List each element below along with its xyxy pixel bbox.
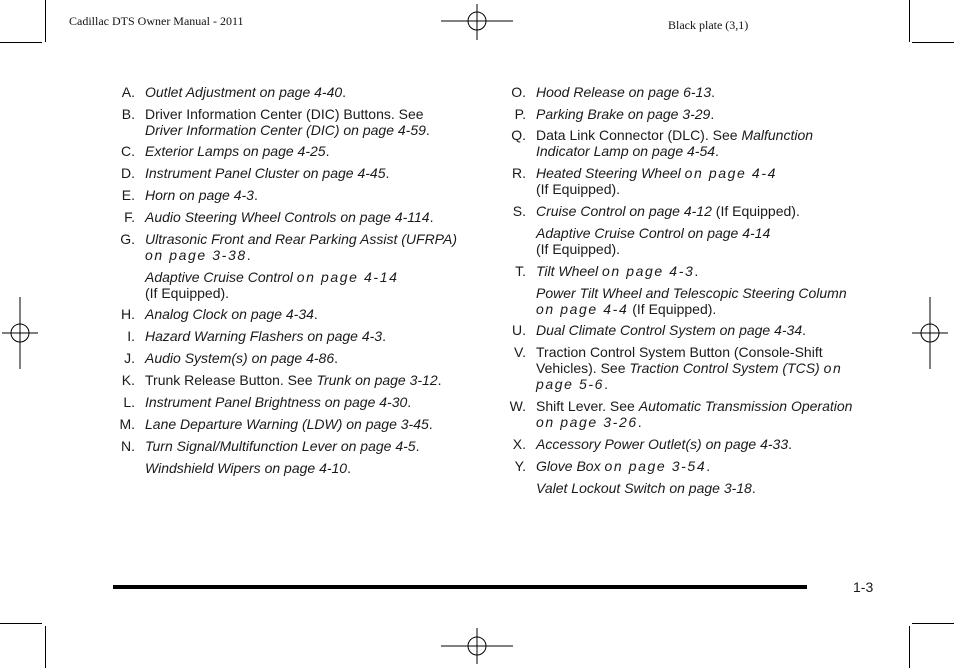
legend-text: Vehicles). See xyxy=(536,360,630,376)
page-reference-text: Windshield Wipers on page 4-10 xyxy=(145,460,348,476)
page-reference-text: Valet Lockout Switch on page 3-18 xyxy=(536,480,752,496)
legend-line xyxy=(536,263,894,279)
legend-line xyxy=(536,225,894,241)
legend-letter: I. xyxy=(127,328,135,344)
legend-entry xyxy=(504,106,894,122)
page-reference-text: on page 4-14 xyxy=(296,269,399,285)
legend-letter: F. xyxy=(124,209,135,225)
legend-entry xyxy=(113,372,493,388)
page-reference-text: Parking Brake on page 3-29 xyxy=(536,106,711,122)
legend-line xyxy=(536,203,894,219)
legend-entry xyxy=(504,344,894,392)
page-reference-text: Heated Steering Wheel xyxy=(536,165,685,181)
legend-line xyxy=(536,285,894,301)
page-reference-text: Analog Clock on page 4-34 xyxy=(145,306,314,322)
page-reference-text: Audio Steering Wheel Controls on page 4-114 xyxy=(145,209,430,225)
legend-text: . xyxy=(715,143,719,159)
legend-entry xyxy=(504,203,894,219)
legend-text: . xyxy=(437,372,442,388)
legend-line xyxy=(536,301,894,317)
legend-text: . xyxy=(425,122,430,138)
page-reference-text: on page 4-3 xyxy=(602,263,695,279)
crop-mark xyxy=(0,623,42,624)
legend-entry xyxy=(113,231,493,263)
legend-line xyxy=(145,84,493,100)
page-number: 1-3 xyxy=(853,579,874,595)
legend-text: (If Equipped). xyxy=(145,285,230,301)
legend-letter: E. xyxy=(121,187,135,203)
legend-line xyxy=(145,285,493,301)
crop-mark xyxy=(912,42,954,43)
legend-text: . xyxy=(788,436,793,452)
legend-letter: P. xyxy=(514,106,526,122)
legend-text: Driver Information Center (DIC) Buttons. See xyxy=(145,106,424,122)
legend-entry xyxy=(504,165,894,197)
legend-text: . xyxy=(711,84,716,100)
page-reference-text: page 5-6 xyxy=(536,376,605,392)
registration-mark-bottom xyxy=(441,628,513,664)
legend-line xyxy=(536,376,894,392)
legend-line xyxy=(145,247,493,263)
legend-line xyxy=(536,127,894,143)
legend-letter: V. xyxy=(514,344,526,360)
legend-text: (If Equipped). xyxy=(711,203,800,219)
legend-text: (If Equipped). xyxy=(536,241,621,257)
legend-letter: W. xyxy=(509,398,526,414)
legend-entry xyxy=(504,285,894,317)
crop-mark xyxy=(45,626,46,668)
legend-letter: C. xyxy=(121,143,135,159)
legend-text: . xyxy=(334,350,338,366)
legend-letter: J. xyxy=(124,350,135,366)
registration-mark-left xyxy=(2,297,38,369)
crop-mark xyxy=(912,623,954,624)
page-reference-text: Dual Climate Control System on page 4-34 xyxy=(536,322,803,338)
legend-text: . xyxy=(253,187,258,203)
page-reference-text: Instrument Panel Cluster on page 4-45 xyxy=(145,165,386,181)
legend-line xyxy=(536,241,894,257)
legend-letter: H. xyxy=(121,306,135,322)
page-reference-text: Adaptive Cruise Control xyxy=(145,269,297,285)
legend-line xyxy=(145,328,493,344)
page-reference-text: Outlet Adjustment on page 4-40 xyxy=(145,84,343,100)
legend-entry xyxy=(113,328,493,344)
crop-mark xyxy=(0,42,42,43)
legend-entry xyxy=(504,436,894,452)
legend-line xyxy=(536,414,894,430)
legend-entry xyxy=(504,480,894,496)
legend-letter: R. xyxy=(512,165,526,181)
page-reference-text: Trunk on page 3-12 xyxy=(316,372,438,388)
legend-entry xyxy=(504,322,894,338)
page-reference-text: Power Tilt Wheel and Telescopic Steering Column xyxy=(536,285,847,301)
legend-text: . xyxy=(428,416,433,432)
page-reference-text: Automatic Transmission Operation xyxy=(638,398,853,414)
registration-mark-top xyxy=(441,4,513,40)
legend-line xyxy=(536,480,894,496)
legend-letter: X. xyxy=(512,436,526,452)
legend-line xyxy=(145,372,493,388)
page-reference-text: on page 3-38 xyxy=(145,247,247,263)
legend-letter: D. xyxy=(121,165,135,181)
legend-entry xyxy=(504,458,894,474)
legend-entry xyxy=(113,187,493,203)
legend-letter: G. xyxy=(120,231,135,247)
legend-line xyxy=(145,231,493,247)
legend-text: . xyxy=(407,394,412,410)
legend-line xyxy=(145,209,493,225)
legend-letter: Q. xyxy=(511,127,526,143)
legend-line xyxy=(536,181,894,197)
crop-mark xyxy=(909,0,910,42)
legend-letter: K. xyxy=(121,372,135,388)
legend-line xyxy=(536,165,894,181)
legend-text: . xyxy=(429,209,434,225)
page-reference-text: Tilt Wheel xyxy=(536,263,603,279)
crop-mark xyxy=(45,0,46,42)
legend-entry xyxy=(113,84,493,100)
registration-mark-right xyxy=(912,297,948,369)
legend-line xyxy=(536,458,894,474)
legend-line xyxy=(536,398,894,414)
legend-line xyxy=(145,165,493,181)
page-reference-text: on page 4-4 xyxy=(684,165,777,181)
legend-entry xyxy=(504,398,894,430)
legend-line xyxy=(145,394,493,410)
page-reference-text: on page 3-26 xyxy=(536,414,638,430)
page-reference-text: Adaptive Cruise Control on page 4-14 xyxy=(536,225,771,241)
legend-text: . xyxy=(342,84,347,100)
page-reference-text: on page 4-4 xyxy=(536,301,629,317)
legend-entry xyxy=(113,106,493,138)
header-plate-label: Black plate (3,1) xyxy=(668,18,749,32)
legend-line xyxy=(536,344,894,360)
legend-line xyxy=(536,84,894,100)
legend-line xyxy=(536,143,894,159)
legend-text: Trunk Release Button. See xyxy=(145,372,317,388)
legend-text: . xyxy=(325,143,330,159)
legend-line xyxy=(145,187,493,203)
page-reference-text: Indicator Lamp on page 4-54 xyxy=(536,143,716,159)
page-reference-text: Lane Departure Warning (LDW) on page 3-45 xyxy=(145,416,429,432)
page-reference-text: Hood Release on page 6-13 xyxy=(536,84,712,100)
legend-line xyxy=(536,436,894,452)
page-reference-text: Hazard Warning Flashers on page 4-3 xyxy=(145,328,383,344)
page-reference-text: Cruise Control on page 4-12 xyxy=(536,203,712,219)
legend-letter: S. xyxy=(512,203,526,219)
legend-line xyxy=(145,306,493,322)
footer-rule xyxy=(113,585,807,589)
legend-entry xyxy=(113,209,493,225)
legend-text: (If Equipped). xyxy=(628,301,717,317)
legend-letter: N. xyxy=(121,438,135,454)
legend-text: . xyxy=(710,106,715,122)
page-reference-text: Malfunction xyxy=(741,127,814,143)
legend-text: . xyxy=(637,414,642,430)
legend-entry xyxy=(113,394,493,410)
legend-line xyxy=(145,416,493,432)
legend-letter: U. xyxy=(512,322,526,338)
legend-text: Traction Control System Button (Console-Shift xyxy=(536,344,823,360)
page-reference-text: Exterior Lamps on page 4-25 xyxy=(145,143,326,159)
page-reference-text: on page 3-54 xyxy=(604,458,707,474)
legend-text: . xyxy=(706,458,711,474)
legend-entry xyxy=(504,263,894,279)
legend-entry xyxy=(113,306,493,322)
page-reference-text: Turn Signal/Multifunction Lever on page 4-5 xyxy=(145,438,416,454)
page-reference-text: Horn on page 4-3 xyxy=(145,187,254,203)
legend-line xyxy=(145,350,493,366)
legend-text: . xyxy=(802,322,807,338)
legend-entry xyxy=(504,225,894,257)
legend-line xyxy=(145,460,493,476)
page-reference-text: Traction Control System (TCS) xyxy=(629,360,824,376)
legend-letter: L. xyxy=(123,394,135,410)
legend-line xyxy=(536,106,894,122)
legend-letter: O. xyxy=(511,84,526,100)
legend-entry xyxy=(113,165,493,181)
legend-entry xyxy=(113,438,493,454)
legend-line xyxy=(536,322,894,338)
legend-entry xyxy=(113,143,493,159)
legend-line xyxy=(145,143,493,159)
legend-text: (If Equipped). xyxy=(536,181,621,197)
legend-letter: B. xyxy=(121,106,135,122)
legend-entry xyxy=(504,127,894,159)
legend-entry xyxy=(113,350,493,366)
legend-text: . xyxy=(415,438,420,454)
legend-line xyxy=(536,360,894,376)
legend-entry xyxy=(113,269,493,301)
legend-letter: Y. xyxy=(514,458,526,474)
legend-text: . xyxy=(751,480,756,496)
legend-line xyxy=(145,122,493,138)
legend-line xyxy=(145,106,493,122)
page-reference-text: Audio System(s) on page 4-86 xyxy=(145,350,335,366)
page-reference-text: Ultrasonic Front and Rear Parking Assist (UFRPA) xyxy=(145,231,457,247)
legend-text: . xyxy=(313,306,318,322)
legend-text: . xyxy=(382,328,386,344)
legend-entry xyxy=(113,416,493,432)
legend-text: Shift Lever. See xyxy=(536,398,639,414)
page-reference-text: Accessory Power Outlet(s) on page 4-33 xyxy=(536,436,789,452)
legend-line xyxy=(145,438,493,454)
legend-text: Data Link Connector (DLC). See xyxy=(536,127,742,143)
crop-mark xyxy=(909,626,910,668)
legend-letter: T. xyxy=(515,263,526,279)
legend-line xyxy=(145,269,493,285)
page-reference-text: Glove Box xyxy=(536,458,605,474)
legend-text: . xyxy=(246,247,251,263)
legend-entry xyxy=(113,460,493,476)
legend-text: . xyxy=(604,376,608,392)
legend-entry xyxy=(504,84,894,100)
page-reference-text: Instrument Panel Brightness on page 4-30 xyxy=(145,394,408,410)
legend-letter: M. xyxy=(119,416,135,432)
legend-text: . xyxy=(694,263,699,279)
legend-text: . xyxy=(347,460,351,476)
page-reference-text: on xyxy=(823,360,843,376)
page-reference-text: Driver Information Center (DIC) on page 4-59 xyxy=(145,122,426,138)
legend-letter: A. xyxy=(121,84,135,100)
header-manual-title: Cadillac DTS Owner Manual - 2011 xyxy=(69,14,244,28)
legend-text: . xyxy=(385,165,390,181)
